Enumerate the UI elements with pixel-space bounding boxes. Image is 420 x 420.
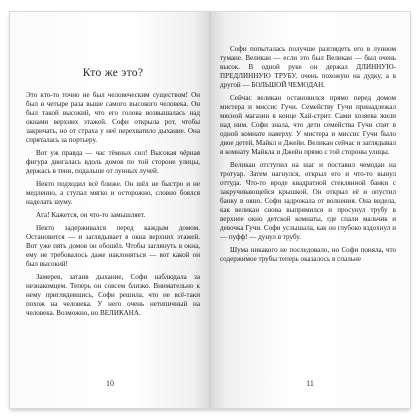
right-page [210,12,410,408]
paragraph: Ага! Кажется, он что-то замышляет. [36,211,146,219]
paragraph: Это кто-то точно не был человеческим существом! Он был в четыре раза выше самого высокого человека. Он был такой высокий, что его голова возвышалась над окнами верхних этажей. Софи открыла рот, чтобы закричать, но от страха у неё перехватило дыхание. Она спряталась за портьеру. [26,91,200,144]
page-number-left: 10 [106,379,114,388]
book-spread [10,12,410,408]
paragraph: Некто задерживался перед каждым домом. Остановится — и заглядывает в окна верхних этажей. Вот уже пять домов он обошёл. Чтобы заглянуть в окна, ему не требовалось даже наклоняться — вот какой он был высокий! [26,224,200,268]
paragraph: Шума никакого не последовало, но Софи поняла, что содержимое трубы теперь оказалось в спальне [220,246,396,263]
paragraph: Замерев, затаив дыхание, Софи наблюдала за незнакомцем. Теперь он совсем близко. Внимательно к нему приглядевшись, Софи решила, что не всё-таки похож на человека. У него очень нетипичный на человека. Возможно, но ВЕЛИКАНА. [26,273,200,317]
paragraph: Софи попыталась получше разглядеть его в лунном тумане. Великан — если это был Великан — был очень высок. В одной руке он держал ДЛИННУЮ-ПРЕДЛИННУЮ ТРУБУ, очень похожую на дудку, а в другой — БОЛЬШОЙ ЧЕМОДАН. [220,45,396,89]
chapter-title: Кто же это? [82,67,144,79]
paragraph: Великан отступил на шаг и поставил чемодан на тротуар. Затем нагнулся, открыл его и что-то вынул оттуда. Что-то вроде квадратной стеклянной банки с закручивающейся крышкой. Он открыл её и опустил банку в окно. Софи задрожала от волнения. Она видела, как великан снова выпрямился и просунул трубу в верхнее окно детской комнаты, где спали мальчик и девочка Гучи. Софи услышала, как он глубоко вздохнул и — пуфф! — дунул в трубу. [220,161,396,241]
paragraph: Некто подходил всё ближе. Он шёл не быстро и не медленно, а ступал мягко и осторожно, словно боялся наделать шуму. [26,180,200,206]
paragraph: Сейчас великан остановился прямо перед домом мистера и миссис Гучи. Семейству Гучи принадлежал мясной магазин в конце Хай-стрит. Сами хозяева жили над ним. Софи знала, что дети семейства Гучи спят в одной комнате наверху. У мистера и миссис Гучи было двое детей, Майкл и Джейн. Великан сейчас и заглядывал в комнату Майкла и Джейн прямо с той стороны улицы. [220,94,396,156]
page-number-right: 11 [306,379,314,388]
book-gutter [209,12,211,408]
left-page [10,12,210,408]
paragraph: Вот уж правда — час тёмных сил! Высокая чёрная фигура двигалась вдоль домов по той стороне улицы, держась в тени, подальше от лунных лучей. [26,149,200,175]
